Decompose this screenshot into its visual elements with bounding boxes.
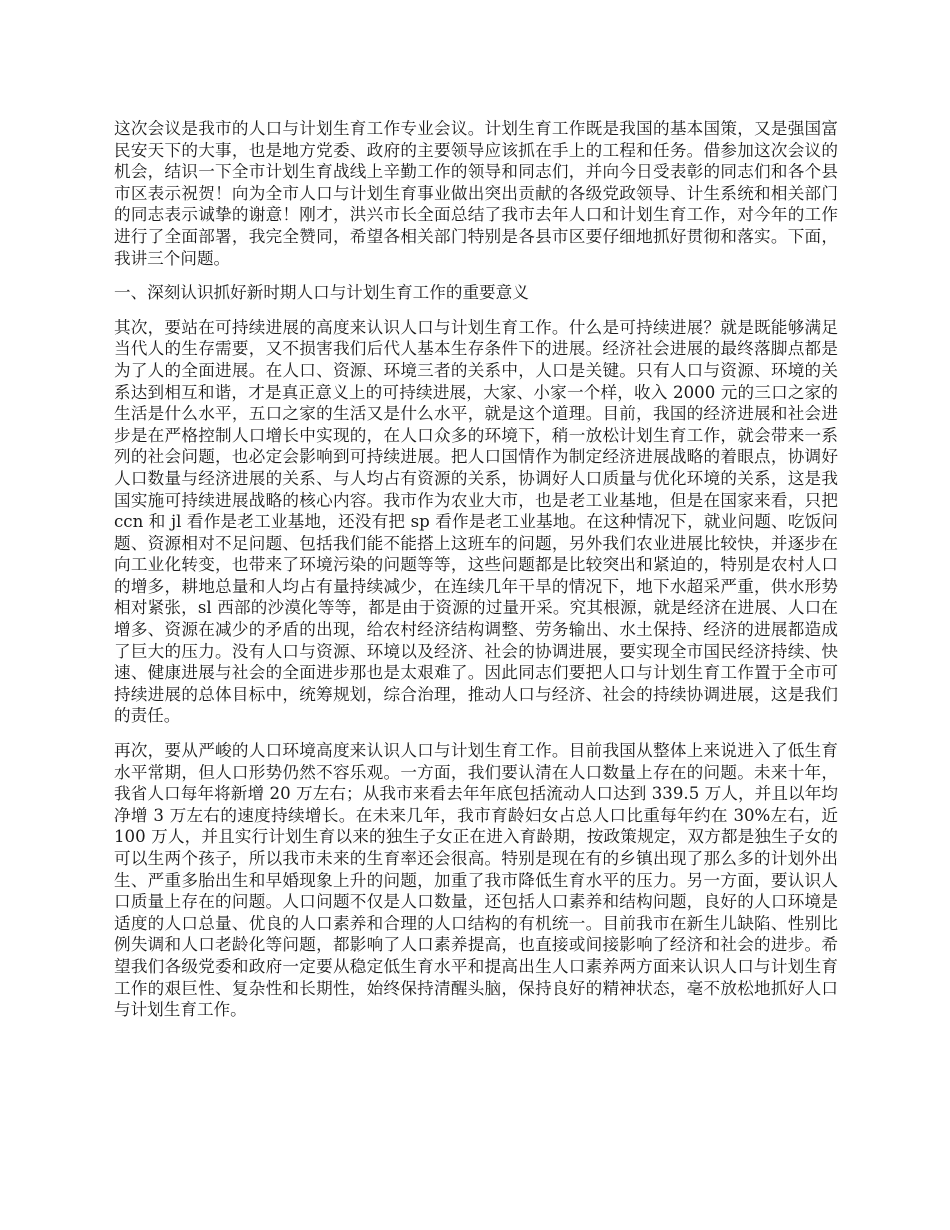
document-page <box>114 118 838 1034</box>
population-environment-paragraph: 再次，要从严峻的人口环境高度来认识人口与计划生育工作。目前我国从整体上来说进入了低生育水平常期，但人口形势仍然不容乐观。一方面，我们要认清在人口数量上存在的问题。未来十年，我省人口每年将新增 20 万左右；从我市来看去年年底包括流动人口达到 339.5 万人，并且以年均净增 3 万左右的速度持续增长。在未来几年，我市育龄妇女占总人口比重每年约在 30%左右，近 100 万人，并且实行计划生育以来的独生子女正在进入育龄期，按政策规定，双方都是独生子女的可以生两个孩子，所以我市未来的生育率还会很高。特别是现在有的乡镇出现了那么多的计划外出生、严重多胎出生和早婚现象上升的问题，加重了我市降低生育水平的压力。另一方面，要认识人口质量上存在的问题。人口问题不仅是人口数量，还包括人口素养和结构问题，良好的人口环境是适度的人口总量、优良的人口素养和合理的人口结构的有机统一。目前我市在新生儿缺陷、性别比例失调和人口老龄化等问题，都影响了人口素养提高，也直接或间接影响了经济和社会的进步。希望我们各级党委和政府一定要从稳定低生育水平和提高出生人口素养两方面来认识人口与计划生育工作的艰巨性、复杂性和长期性，始终保持清醒头脑，保持良好的精神状态，毫不放松地抓好人口与计划生育工作。 <box>114 741 838 1020</box>
section-heading: 一、深刻认识抓好新时期人口与计划生育工作的重要意义 <box>114 283 529 303</box>
intro-paragraph: 这次会议是我市的人口与计划生育工作专业会议。计划生育工作既是我国的基本国策，又是强国富民安天下的大事，也是地方党委、政府的主要领导应该抓在手上的工程和任务。借参加这次会议的机会，结识一下全市计划生育战线上辛勤工作的领导和同志们，并向今日受表彰的同志们和各个县市区表示祝贺！向为全市人口与计划生育事业做出突出贡献的各级党政领导、计生系统和相关部门的同志表示诚挚的谢意！刚才，洪兴市长全面总结了我市去年人口和计划生育工作，对今年的工作进行了全面部署，我完全赞同，希望各相关部门特别是各县市区要仔细地抓好贯彻和落实。下面，我讲三个问题。 <box>114 119 838 268</box>
sustainable-development-paragraph: 其次，要站在可持续进展的高度来认识人口与计划生育工作。什么是可持续进展？就是既能够满足当代人的生存需要，又不损害我们后代人基本生存条件下的进展。经济社会进展的最终落脚点都是为了人的全面进展。在人口、资源、环境三者的关系中，人口是关键。只有人口与资源、环境的关系达到相互和谐，才是真正意义上的可持续进展，大家、小家一个样，收入 2000 元的三口之家的生活是什么水平，五口之家的生活又是什么水平，就是这个道理。目前，我国的经济进展和社会进步是在严格控制人口增长中实现的，在人口众多的环境下，稍一放松计划生育工作，就会带来一系列的社会问题，也必定会影响到可持续进展。把人口国情作为制定经济进展战略的着眼点，协调好人口数量与经济进展的关系、与人均占有资源的关系，协调好人口质量与优化环境的关系，这是我国实施可持续进展战略的核心内容。我市作为农业大市，也是老工业基地，但是在国家来看，只把 ccn 和 jl 看作是老工业基地，还没有把 sp 看作是老工业基地。在这种情况下，就业问题、吃饭问题、资源相对不足问题、包括我们能不能搭上这班车的问题，另外我们农业进展比较快，并逐步在向工业化转变，也带来了环境污染的问题等等，这些问题都是比较突出和紧迫的，特别是农村人口的增多，耕地总量和人均占有量持续减少，在连续几年干旱的情况下，地下水超采严重，供水形势相对紧张，sl 西部的沙漠化等等，都是由于资源的过量开采。究其根源，就是经济在进展、人口在增多、资源在减少的矛盾的出现，给农村经济结构调整、劳务输出、水土保持、经济的进展都造成了巨大的压力。没有人口与资源、环境以及经济、社会的协调进展，要实现全市国民经济持续、快速、健康进展与社会的全面进步那也是太艰难了。因此同志们要把人口与计划生育工作置于全市可持续进展的总体目标中，统筹规划，综合治理，推动人口与经济、社会的持续协调进展，这是我们的责任。 <box>114 317 838 726</box>
